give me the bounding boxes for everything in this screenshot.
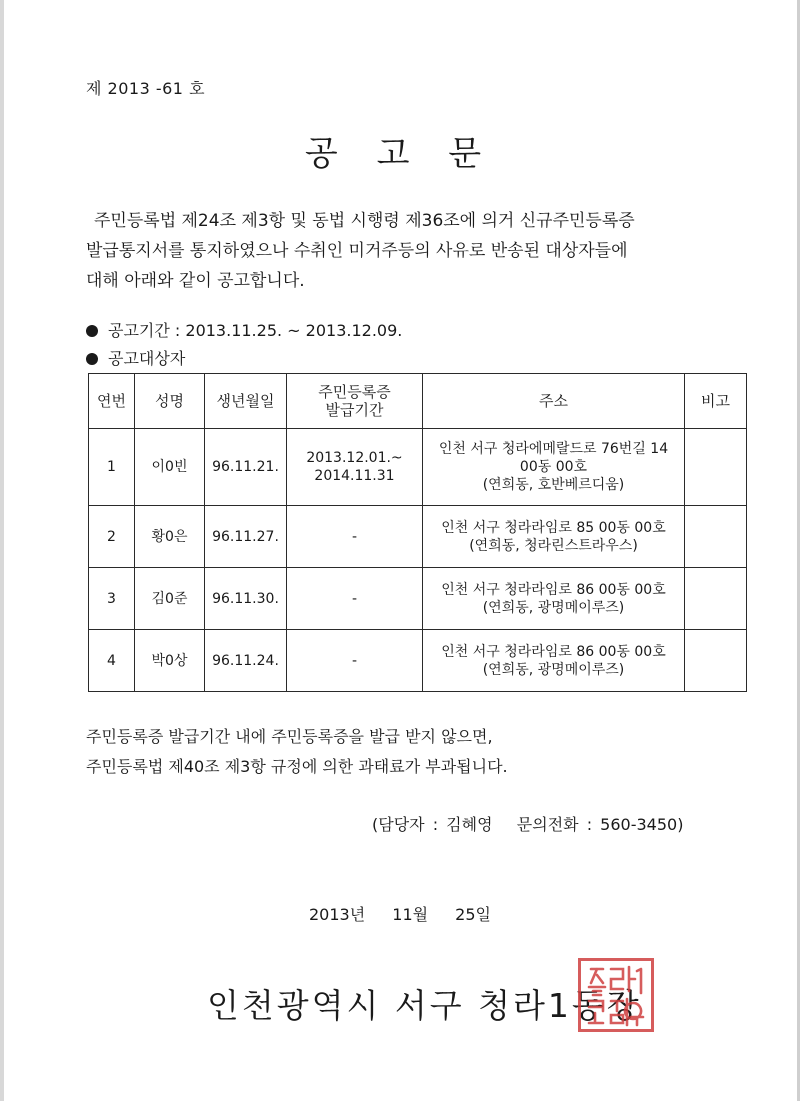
intro-line: 대해 아래와 같이 공고합니다. [86,271,305,291]
notice-date: 2013년 11월 25일 [309,905,491,924]
penalty-notice [86,722,508,782]
header-no: 연번 [89,374,135,429]
header-birth: 생년월일 [205,374,287,429]
cell-birth: 96.11.24. [205,630,287,692]
table-header-row [89,374,747,429]
cell-note [685,506,747,568]
cell-period: - [287,506,423,568]
cell-note [685,568,747,630]
header-name: 성명 [135,374,205,429]
header-period: 주민등록증 발급기간 [287,374,423,429]
cell-period: - [287,630,423,692]
cell-note [685,630,747,692]
cell-no: 1 [89,429,135,506]
issuing-office: 인천광역시 서구 청라1동장 [207,986,642,1025]
table-row [89,630,747,692]
cell-period: 2013.12.01.~ 2014.11.31 [287,429,423,506]
target-table [88,373,747,692]
cell-name: 황0은 [135,506,205,568]
intro-paragraph [86,206,746,296]
notice-period [86,318,402,341]
penalty-line: 주민등록법 제40조 제3항 규정에 의한 과태료가 부과됩니다. [86,757,508,776]
table-row [89,568,747,630]
cell-no: 3 [89,568,135,630]
cell-address: 인천 서구 청라라임로 85 00동 00호 (연희동, 청라린스트라우스) [423,506,685,568]
cell-address: 인천 서구 청라라임로 86 00동 00호 (연희동, 광명메이루즈) [423,630,685,692]
cell-no: 4 [89,630,135,692]
table-row [89,506,747,568]
table-row [89,429,747,506]
header-address: 주소 [423,374,685,429]
intro-line: 발급통지서를 통지하였으나 수취인 미거주등의 사유로 반송된 대상자들에 [86,241,628,261]
official-seal-icon [578,958,654,1032]
cell-note [685,429,747,506]
notice-targets-label: 공고대상자 [108,349,186,368]
cell-address: 인천 서구 청라라임로 86 00동 00호 (연희동, 광명메이루즈) [423,568,685,630]
cell-name: 이0빈 [135,429,205,506]
cell-address: 인천 서구 청라에메랄드로 76번길 14 00동 00호 (연희동, 호반베르디움) [423,429,685,506]
cell-period: - [287,568,423,630]
seal-glyph-icon [581,961,651,1029]
bullet-icon [86,325,98,337]
penalty-line: 주민등록증 발급기간 내에 주민등록증을 발급 받지 않으면, [86,727,493,746]
cell-name: 김0준 [135,568,205,630]
cell-birth: 96.11.30. [205,568,287,630]
intro-line: 주민등록법 제24조 제3항 및 동법 시행령 제36조에 의거 신규주민등록증 [94,211,635,231]
contact-info: (담당자 : 김혜영 문의전화 : 560-3450) [372,815,684,834]
cell-birth: 96.11.27. [205,506,287,568]
notice-targets [86,346,185,369]
document-title: 공 고 문 [304,134,496,174]
cell-birth: 96.11.21. [205,429,287,506]
document-number: 제 2013 -61 호 [86,79,206,98]
cell-name: 박0상 [135,630,205,692]
bullet-icon [86,353,98,365]
header-note: 비고 [685,374,747,429]
cell-no: 2 [89,506,135,568]
notice-period-text: 공고기간 : 2013.11.25. ~ 2013.12.09. [108,321,403,340]
